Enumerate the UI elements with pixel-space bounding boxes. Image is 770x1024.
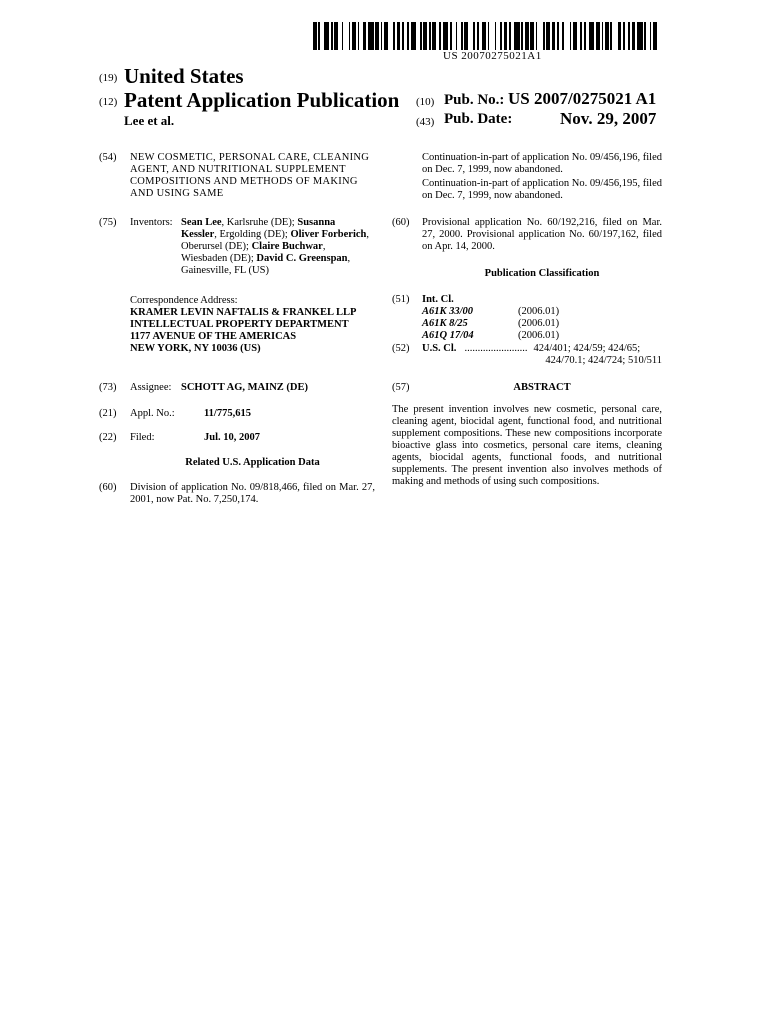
inid-73: (73)	[99, 382, 117, 393]
assignee-label: Assignee:	[130, 382, 172, 393]
ipc-code: A61K 8/25	[422, 318, 468, 329]
appl-no-label: Appl. No.:	[130, 408, 175, 419]
inid-60-left: (60)	[99, 482, 117, 493]
pub-class-heading: Publication Classification	[484, 268, 600, 279]
inid-57: (57)	[392, 382, 410, 393]
us-cl-line-1: 424/401; 424/59; 424/65;	[533, 343, 641, 354]
us-cl-label: U.S. Cl.	[422, 343, 457, 354]
inventors-list	[181, 217, 373, 277]
inid-12: (12)	[99, 96, 118, 108]
barcode-number: US 20070275021A1	[443, 50, 542, 62]
inventor-place: , Gainesville, FL (US)	[181, 253, 351, 276]
inid-60-right: (60)	[392, 217, 410, 228]
inventors-label: Inventors:	[130, 217, 173, 228]
inid-19: (19)	[99, 72, 118, 84]
filed-value: Jul. 10, 2007	[204, 432, 261, 443]
barcode-bar	[657, 22, 661, 50]
inid-54: (54)	[99, 152, 117, 163]
inventor-place: , Oberursel (DE);	[181, 229, 370, 252]
inid-52: (52)	[392, 343, 410, 354]
inventor-name: Susanna Kessler	[181, 217, 336, 240]
ipc-code: A61K 33/00	[422, 306, 474, 317]
ipc-year: (2006.01)	[518, 318, 560, 329]
inid-75: (75)	[99, 217, 117, 228]
ipc-code: A61Q 17/04	[422, 330, 474, 341]
inid-21: (21)	[99, 408, 117, 419]
continuation-1: Continuation-in-part of application No. 09/456,196, filed on Dec. 7, 1999, now abandoned.	[422, 152, 662, 175]
correspondence-label: Correspondence Address:	[130, 295, 238, 306]
correspondence-line: INTELLECTUAL PROPERTY DEPARTMENT	[130, 319, 349, 330]
ipc-year: (2006.01)	[518, 330, 560, 341]
pub-number: US 2007/0275021 A1	[508, 89, 657, 108]
continuation-2: Continuation-in-part of application No. 09/456,195, filed on Dec. 7, 1999, now abandoned.	[422, 178, 662, 201]
inid-10: (10)	[416, 96, 435, 108]
pub-date-label: Pub. Date:	[444, 111, 513, 127]
division-text: Division of application No. 09/818,466, filed on Mar. 27, 2001, now Pat. No. 7,250,174.	[130, 482, 375, 505]
int-cl-label: Int. Cl.	[422, 294, 454, 305]
ipc-row	[422, 318, 662, 330]
inventor-place: , Wiesbaden (DE);	[181, 241, 326, 264]
correspondence-address	[130, 307, 375, 355]
appl-no-value: 11/775,615	[204, 408, 251, 419]
us-cl-dots: ........................	[464, 343, 528, 354]
barcode	[313, 22, 661, 50]
country: United States	[124, 64, 244, 88]
related-data-heading: Related U.S. Application Data	[185, 457, 320, 468]
abstract-heading: ABSTRACT	[513, 382, 571, 393]
ipc-year: (2006.01)	[518, 306, 560, 317]
inventor-place: , Karlsruhe (DE);	[221, 217, 298, 228]
inid-22: (22)	[99, 432, 117, 443]
us-cl	[422, 343, 662, 367]
inid-51: (51)	[392, 294, 410, 305]
inventor-name: Sean Lee	[181, 217, 222, 228]
filed-label: Filed:	[130, 432, 155, 443]
provisional-text: Provisional application No. 60/192,216, filed on Mar. 27, 2000. Provisional application No. 60/197,162, filed on Apr. 14, 2000.	[422, 217, 662, 252]
inid-43: (43)	[416, 116, 435, 128]
us-cl-line-2: 424/70.1; 424/724; 510/511	[545, 355, 662, 366]
inventor-short: Lee et al.	[124, 113, 175, 128]
inventor-name: Oliver Forberich	[290, 229, 367, 240]
ipc-row	[422, 306, 662, 318]
correspondence-line: NEW YORK, NY 10036 (US)	[130, 343, 261, 354]
ipc-row	[422, 330, 662, 342]
correspondence-line: 1177 AVENUE OF THE AMERICAS	[130, 331, 297, 342]
pub-no-label: Pub. No.:	[444, 92, 505, 108]
inventor-name: Claire Buchwar	[251, 241, 323, 252]
inventor-name: David C. Greenspan	[256, 253, 348, 264]
ipc-list	[422, 306, 662, 342]
inventor-place: , Ergolding (DE);	[214, 229, 291, 240]
pub-date: Nov. 29, 2007	[560, 109, 657, 128]
correspondence-line: KRAMER LEVIN NAFTALIS & FRANKEL LLP	[130, 307, 357, 318]
abstract-text: The present invention involves new cosmetic, personal care, cleaning agent, biocidal agent, functional food, and nutritional supplement compositions. These new compositions incorporate bioactive glass into cosmetics, personal care items, cleaning agents, biocidal agents, functional foods, and nutritional supplements. The present invention also involves methods of making and methods of using such compositions.	[392, 404, 662, 487]
invention-title: NEW COSMETIC, PERSONAL CARE, CLEANING AGENT, AND NUTRITIONAL SUPPLEMENT COMPOSITIONS AND METHODS OF MAKING AND USING SAME	[130, 152, 370, 199]
assignee-value: SCHOTT AG, MAINZ (DE)	[181, 382, 308, 393]
publication-type: Patent Application Publication	[124, 88, 400, 112]
